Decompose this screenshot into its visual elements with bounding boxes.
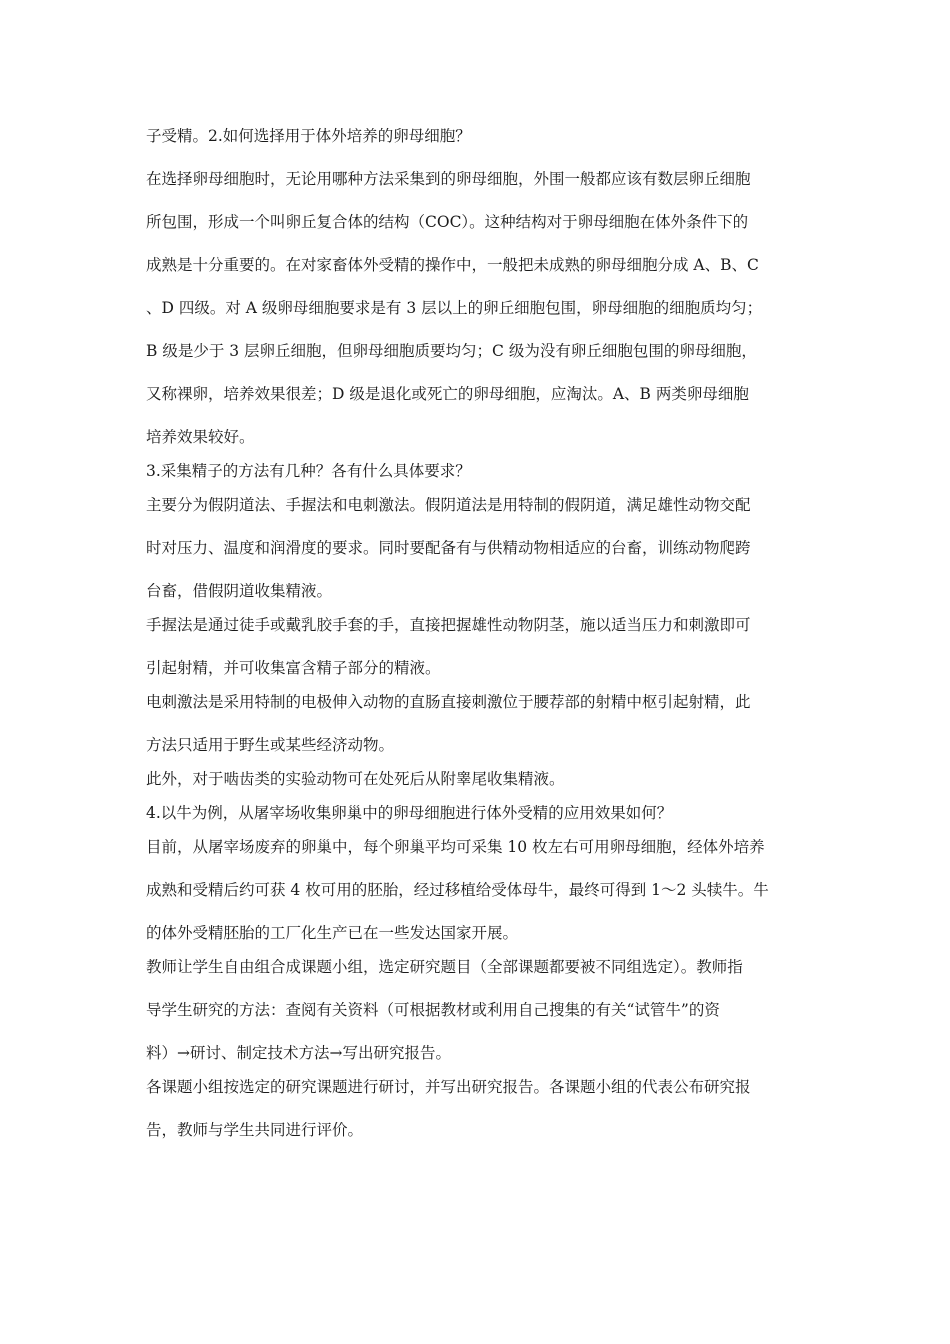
document-body — [146, 125, 814, 1153]
text-line: 培养效果较好。 — [146, 428, 255, 446]
text-line: 的体外受精胚胎的工厂化生产已在一些发达国家开展。 — [146, 924, 519, 942]
text-line: 目前，从屠宰场废弃的卵巢中，每个卵巢平均可采集 10 枚左右可用卵母细胞，经体外培养 — [146, 838, 765, 856]
text-line: 教师让学生自由组合成课题小组，选定研究题目（全部课题都要被不同组选定）。教师指 — [146, 958, 743, 976]
text-line: 此外，对于啮齿类的实验动物可在处死后从附睾尾收集精液。 — [146, 770, 565, 788]
text-line: 手握法是通过徒手或戴乳胶手套的手，直接把握雄性动物阴茎，施以适当压力和刺激即可 — [146, 616, 751, 634]
text-line: 台畜，借假阴道收集精液。 — [146, 582, 333, 600]
text-line: 告，教师与学生共同进行评价。 — [146, 1121, 364, 1139]
text-line: 又称裸卵，培养效果很差；D 级是退化或死亡的卵母细胞，应淘汰。A、B 两类卵母细胞 — [146, 385, 749, 403]
text-line: 方法只适用于野生或某些经济动物。 — [146, 736, 395, 754]
text-line: 主要分为假阴道法、手握法和电刺激法。假阴道法是用特制的假阴道，满足雄性动物交配 — [146, 496, 751, 514]
text-line: 导学生研究的方法：查阅有关资料（可根据教材或利用自己搜集的有关“试管牛”的资 — [146, 1001, 720, 1019]
text-line: 、D 四级。对 A 级卵母细胞要求是有 3 层以上的卵丘细胞包围，卵母细胞的细胞质均匀； — [146, 299, 763, 317]
text-line: 各课题小组按选定的研究课题进行研讨，并写出研究报告。各课题小组的代表公布研究报 — [146, 1078, 751, 1096]
text-line: 子受精。2.如何选择用于体外培养的卵母细胞？ — [146, 127, 471, 145]
text-line: 成熟和受精后约可获 4 枚可用的胚胎，经过移植给受体母牛，最终可得到 1～2 头犊牛。牛 — [146, 881, 769, 899]
question-heading: 4.以牛为例，从屠宰场收集卵巢中的卵母细胞进行体外受精的应用效果如何？ — [146, 804, 673, 822]
text-line: 所包围，形成一个叫卵丘复合体的结构（COC）。这种结构对于卵母细胞在体外条件下的 — [146, 213, 749, 231]
text-line: B 级是少于 3 层卵丘细胞，但卵母细胞质要均匀；C 级为没有卵丘细胞包围的卵母细胞， — [146, 342, 757, 360]
text-line: 电刺激法是采用特制的电极伸入动物的直肠直接刺激位于腰荐部的射精中枢引起射精，此 — [146, 693, 751, 711]
text-line: 料）→研讨、制定技术方法→写出研究报告。 — [146, 1044, 451, 1062]
text-line: 在选择卵母细胞时，无论用哪种方法采集到的卵母细胞，外围一般都应该有数层卵丘细胞 — [146, 170, 751, 188]
question-heading: 3.采集精子的方法有几种？各有什么具体要求？ — [146, 462, 471, 480]
text-line: 成熟是十分重要的。在对家畜体外受精的操作中，一般把未成熟的卵母细胞分成 A、B、C — [146, 256, 759, 274]
text-line: 时对压力、温度和润滑度的要求。同时要配备有与供精动物相适应的台畜，训练动物爬跨 — [146, 539, 751, 557]
text-line: 引起射精，并可收集富含精子部分的精液。 — [146, 659, 441, 677]
